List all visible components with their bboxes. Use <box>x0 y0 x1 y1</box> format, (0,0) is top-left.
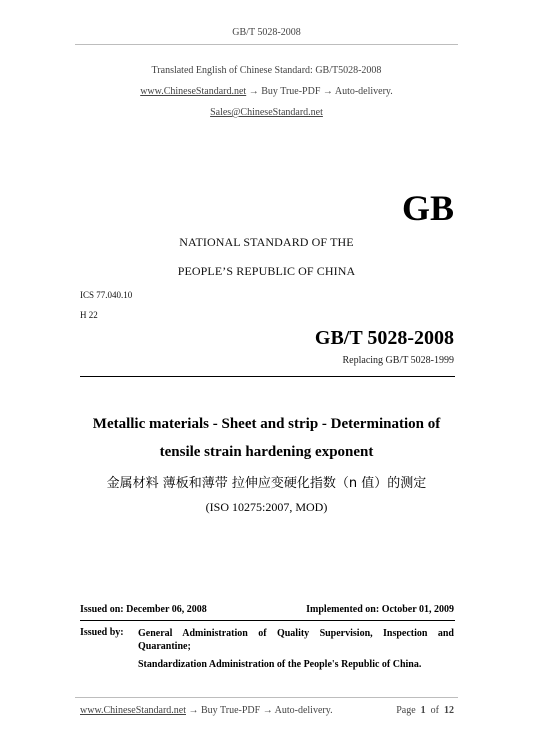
page-label: Page <box>396 705 416 716</box>
national-standard-line1: NATIONAL STANDARD OF THE <box>179 235 354 249</box>
footer-buy-text: → Buy True-PDF → Auto-delivery. <box>186 705 333 716</box>
promo-email-line <box>0 107 533 118</box>
email-link[interactable]: Sales@ChineseStandard.net <box>210 107 323 118</box>
document-title-chinese: 金属材料 薄板和薄带 拉伸应变硬化指数（n 值）的测定 <box>106 476 427 491</box>
document-title-line1: Metallic materials - Sheet and strip - Determination of <box>92 416 441 432</box>
promo-buy-line <box>0 86 533 97</box>
promo-buy-text: → Buy True-PDF → Auto-delivery. <box>246 86 393 97</box>
gb-mark: GB <box>401 188 454 228</box>
running-header: GB/T 5028-2008 <box>232 27 301 38</box>
dates-divider <box>80 620 455 621</box>
iso-reference: (ISO 10275:2007, MOD) <box>205 500 328 514</box>
issuer-sac: Standardization Administration of the People's Republic of China. <box>138 659 422 670</box>
page-total: 12 <box>444 705 454 716</box>
site-link[interactable]: www.ChineseStandard.net <box>140 86 247 97</box>
issuer-aqsiq: General Administration of Quality Supervision, Inspection and Quarantine; <box>138 628 454 652</box>
page-number: 1 <box>420 705 426 716</box>
document-title-line2: tensile strain hardening exponent <box>159 444 374 460</box>
ics-code: ICS 77.040.10 <box>80 290 133 300</box>
issued-on-date: Issued on: December 06, 2008 <box>80 604 207 615</box>
implemented-on-date: Implemented on: October 01, 2009 <box>306 604 454 615</box>
national-standard-line2: PEOPLE’S REPUBLIC OF CHINA <box>177 264 356 278</box>
standard-number: GB/T 5028-2008 <box>314 327 454 349</box>
issued-by-label: Issued by: <box>80 627 124 638</box>
footer-promo <box>80 705 333 716</box>
title-divider <box>80 376 455 377</box>
page-indicator <box>396 705 454 716</box>
footer-site-link[interactable]: www.ChineseStandard.net <box>80 705 186 716</box>
replacing-note: Replacing GB/T 5028-1999 <box>342 355 454 366</box>
promo-translation-line: Translated English of Chinese Standard: GB/T5028-2008 <box>151 65 382 76</box>
footer-divider <box>75 697 458 698</box>
of-label: of <box>430 705 439 716</box>
header-divider <box>75 44 458 45</box>
ccs-code: H 22 <box>80 310 98 320</box>
